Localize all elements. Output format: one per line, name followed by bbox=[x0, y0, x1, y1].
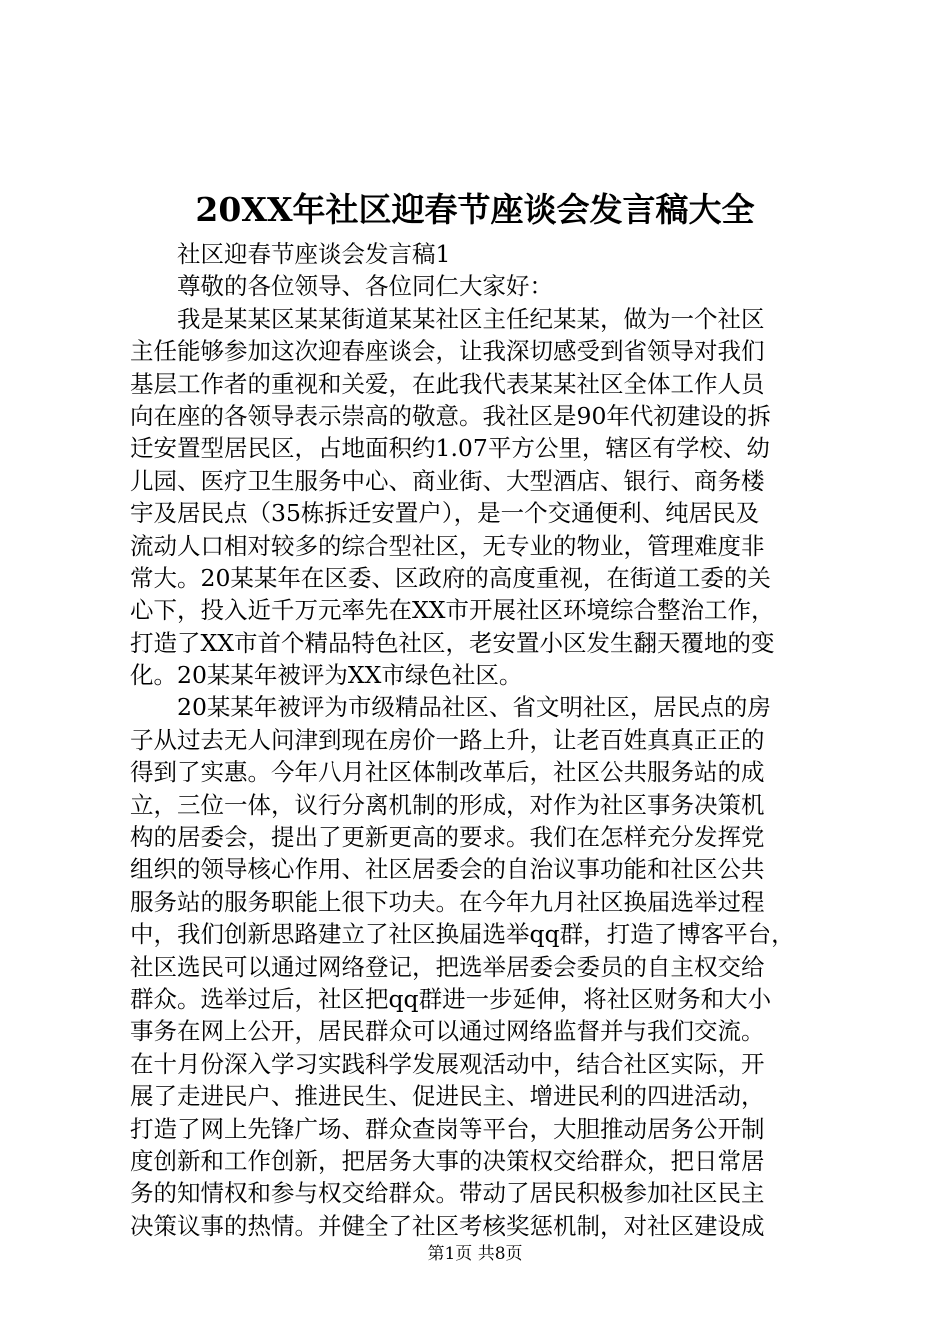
text-line: 常大。20某某年在区委、区政府的高度重视，在街道工委的关 bbox=[130, 563, 771, 592]
text-line: 心下，投入近千万元率先在XX市开展社区环境综合整治工作， bbox=[130, 596, 775, 625]
text-line: 迁安置型居民区，占地面积约1.07平方公里，辖区有学校、幼 bbox=[130, 434, 770, 463]
text-line: 展了走进民户、推进民生、促进民主、增进民利的四进活动， bbox=[130, 1082, 765, 1111]
text-line: 尊敬的各位领导、各位同仁大家好： bbox=[177, 272, 553, 301]
text-line: 儿园、医疗卫生服务中心、商业街、大型酒店、银行、商务楼 bbox=[130, 466, 765, 495]
text-line: 化。20某某年被评为XX市绿色社区。 bbox=[130, 661, 523, 690]
text-line: 社区选民可以通过网络登记，把选举居委会委员的自主权交给 bbox=[130, 952, 765, 981]
text-line: 向在座的各领导表示崇高的敬意。我社区是90年代初建设的拆 bbox=[130, 401, 771, 430]
text-line: 打造了XX市首个精品特色社区，老安置小区发生翻天覆地的变 bbox=[130, 628, 775, 657]
text-line: 构的居委会，提出了更新更高的要求。我们在怎样充分发挥党 bbox=[130, 823, 765, 852]
text-line: 在十月份深入学习实践科学发展观活动中，结合社区实际，开 bbox=[130, 1049, 765, 1078]
text-line: 度创新和工作创新，把居务大事的决策权交给群众，把日常居 bbox=[130, 1146, 765, 1175]
text-line: 立，三位一体，议行分离机制的形成，对作为社区事务决策机 bbox=[130, 790, 765, 819]
text-line: 流动人口相对较多的综合型社区，无专业的物业，管理难度非 bbox=[130, 531, 765, 560]
text-line: 宇及居民点（35栋拆迁安置户），是一个交通便利、纯居民及 bbox=[130, 499, 760, 528]
document-title: 20XX年社区迎春节座谈会发言稿大全 bbox=[195, 190, 755, 229]
text-line: 20某某年被评为市级精品社区、省文明社区，居民点的房 bbox=[177, 693, 771, 722]
text-line: 务的知情权和参与权交给群众。带动了居民积极参加社区民主 bbox=[130, 1179, 765, 1208]
text-line: 决策议事的热情。并健全了社区考核奖惩机制，对社区建设成 bbox=[130, 1211, 765, 1240]
text-line: 得到了实惠。今年八月社区体制改革后，社区公共服务站的成 bbox=[130, 758, 765, 787]
page-footer: 第1页 共8页 bbox=[427, 1244, 523, 1264]
text-line: 基层工作者的重视和关爱，在此我代表某某社区全体工作人员 bbox=[130, 369, 765, 398]
text-line: 服务站的服务职能上很下功夫。在今年九月社区换届选举过程 bbox=[130, 887, 765, 916]
text-line: 我是某某区某某街道某某社区主任纪某某，做为一个社区 bbox=[177, 304, 765, 333]
text-line: 子从过去无人问津到现在房价一路上升，让老百姓真真正正的 bbox=[130, 725, 765, 754]
text-line: 主任能够参加这次迎春座谈会，让我深切感受到省领导对我们 bbox=[130, 337, 765, 366]
text-line: 打造了网上先锋广场、群众查岗等平台，大胆推动居务公开制 bbox=[130, 1114, 765, 1143]
text-line: 群众。选举过后，社区把qq群进一步延伸，将社区财务和大小 bbox=[130, 984, 772, 1013]
text-line: 中，我们创新思路建立了社区换届选举qq群，打造了博客平台， bbox=[130, 920, 795, 949]
text-line: 组织的领导核心作用、社区居委会的自治议事功能和社区公共 bbox=[130, 855, 765, 884]
document-body bbox=[130, 238, 830, 1242]
text-line: 事务在网上公开，居民群众可以通过网络监督并与我们交流。 bbox=[130, 1017, 765, 1046]
text-line: 社区迎春节座谈会发言稿1 bbox=[177, 240, 451, 268]
